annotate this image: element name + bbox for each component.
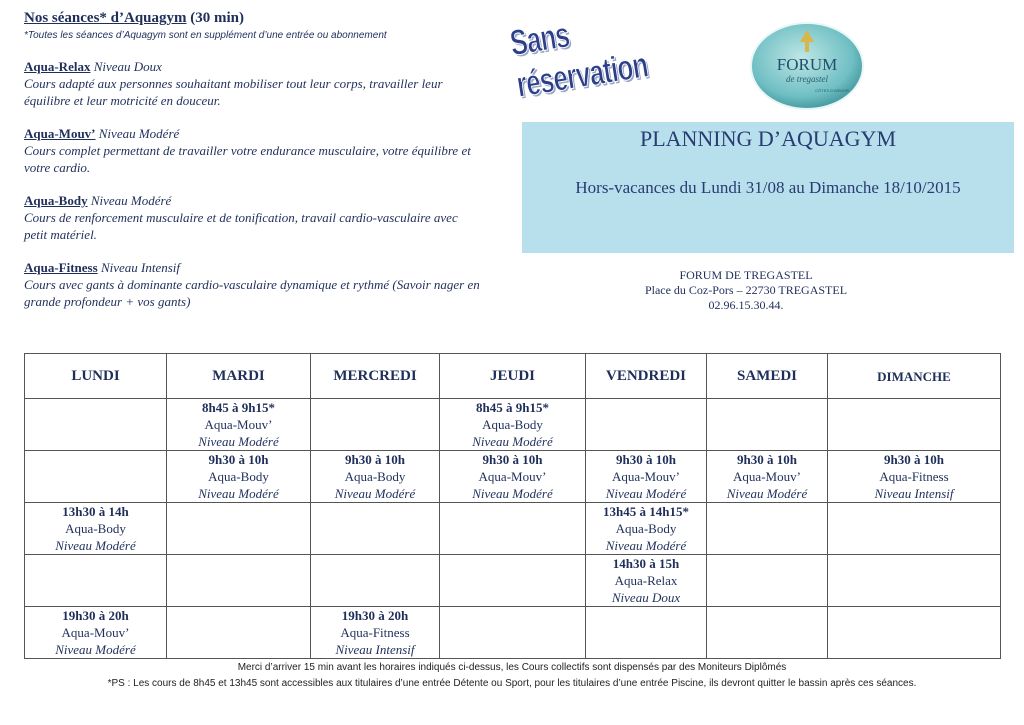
schedule-cell xyxy=(586,607,707,659)
schedule-cell xyxy=(25,555,167,607)
schedule-header-row xyxy=(25,354,1001,399)
schedule-cell xyxy=(311,607,440,659)
schedule-cell xyxy=(586,451,707,503)
session-level: Niveau Modéré xyxy=(198,486,279,501)
session-time: 9h30 à 10h xyxy=(616,452,676,467)
logo-tag: CÔTES D'ARMOR xyxy=(815,88,849,93)
schedule-cell xyxy=(440,555,586,607)
session-level: Niveau Modéré xyxy=(472,434,553,449)
session-time: 19h30 à 20h xyxy=(62,608,129,623)
schedule-cell xyxy=(440,607,586,659)
schedule-cell xyxy=(167,555,311,607)
schedule-cell xyxy=(440,503,586,555)
schedule-row xyxy=(25,399,1001,451)
session-time: 14h30 à 15h xyxy=(612,556,680,571)
address-block xyxy=(560,268,932,313)
session-level: Niveau Intensif xyxy=(335,642,415,657)
session-level: Niveau Modéré xyxy=(472,486,553,501)
class-level: Niveau Modéré xyxy=(87,193,172,208)
page-title xyxy=(24,10,244,27)
schedule-cell xyxy=(167,607,311,659)
session-class: Aqua-Mouv’ xyxy=(204,417,273,432)
session-class: Aqua-Mouv’ xyxy=(61,625,130,640)
schedule-cell xyxy=(311,503,440,555)
session-class: Aqua-Relax xyxy=(614,573,678,588)
schedule-cell xyxy=(707,503,828,555)
session-time: 8h45 à 9h15* xyxy=(476,400,549,415)
session-time: 13h30 à 14h xyxy=(62,504,129,519)
venue-phone: 02.96.15.30.44. xyxy=(708,298,784,312)
session-class: Aqua-Body xyxy=(65,521,126,536)
footer-note: Merci d’arriver 15 min avant les horaires indiqués ci-dessus, les Cours collectifs sont dispensés par des Moniteurs Diplômés xyxy=(237,662,787,673)
class-name: Aqua-Relax xyxy=(24,59,91,74)
class-description-relax xyxy=(24,58,484,109)
session-level: Niveau Modéré xyxy=(605,486,687,501)
schedule-cell xyxy=(828,451,1001,503)
schedule-table xyxy=(24,353,1001,659)
day-header: SAMEDI xyxy=(707,354,828,399)
schedule-cell xyxy=(586,555,707,607)
schedule-cell xyxy=(440,451,586,503)
session-time: 9h30 à 10h xyxy=(482,452,543,467)
schedule-row xyxy=(25,555,1001,607)
session-class: Aqua-Body xyxy=(615,521,677,536)
session-class: Aqua-Body xyxy=(482,417,543,432)
class-description-body xyxy=(24,192,484,243)
schedule-cell xyxy=(828,555,1001,607)
day-header: MARDI xyxy=(167,354,311,399)
schedule-cell xyxy=(311,399,440,451)
day-header: MERCREDI xyxy=(311,354,440,399)
class-name: Aqua-Mouv’ xyxy=(24,126,96,141)
session-class: Aqua-Body xyxy=(208,469,269,484)
session-class: Aqua-Body xyxy=(344,469,406,484)
schedule-cell xyxy=(828,399,1001,451)
schedule-cell xyxy=(167,503,311,555)
class-name: Aqua-Fitness xyxy=(24,260,98,275)
schedule-cell xyxy=(440,399,586,451)
schedule-cell xyxy=(311,555,440,607)
forum-logo xyxy=(748,20,866,112)
schedule-cell xyxy=(707,451,828,503)
logo-name: FORUM xyxy=(776,55,838,74)
session-level: Niveau Modéré xyxy=(55,538,136,553)
class-desc: Cours de renforcement musculaire et de tonification, travail cardio-vasculaire avec petit matériel. xyxy=(24,210,458,242)
session-level: Niveau Modéré xyxy=(198,434,279,449)
day-header: DIMANCHE xyxy=(828,354,1001,399)
session-level: Niveau Doux xyxy=(611,590,681,605)
day-header: VENDREDI xyxy=(586,354,707,399)
class-level: Niveau Intensif xyxy=(97,260,181,275)
planning-period: Hors-vacances du Lundi 31/08 au Dimanche 18/10/2015 xyxy=(575,178,961,197)
session-level: Niveau Modéré xyxy=(605,538,687,553)
class-desc: Cours adapté aux personnes souhaitant mobiliser tout leur corps, travailler leur équilibre et leur motricité en douceur. xyxy=(24,76,443,108)
schedule-cell xyxy=(707,399,828,451)
session-time: 9h30 à 10h xyxy=(884,452,944,467)
session-time: 19h30 à 20h xyxy=(341,608,409,623)
session-time: 9h30 à 10h xyxy=(345,452,405,467)
schedule-cell xyxy=(828,503,1001,555)
session-time: 9h30 à 10h xyxy=(737,452,797,467)
session-time: 9h30 à 10h xyxy=(208,452,269,467)
schedule-cell xyxy=(828,607,1001,659)
schedule-cell xyxy=(167,399,311,451)
schedule-cell xyxy=(311,451,440,503)
schedule-cell xyxy=(586,503,707,555)
schedule-cell xyxy=(707,555,828,607)
schedule-body xyxy=(25,399,1001,659)
session-class: Aqua-Mouv’ xyxy=(478,469,547,484)
class-desc: Cours avec gants à dominante cardio-vasculaire dynamique et rythmé (Savoir nager en grande profondeur + vos gants) xyxy=(24,277,480,309)
schedule-cell xyxy=(25,451,167,503)
class-level: Niveau Doux xyxy=(90,59,162,74)
class-level: Niveau Modéré xyxy=(95,126,180,141)
session-level: Niveau Modéré xyxy=(334,486,416,501)
schedule-cell xyxy=(25,607,167,659)
schedule-cell xyxy=(25,503,167,555)
schedule-cell xyxy=(586,399,707,451)
class-description-fitness xyxy=(24,259,484,310)
class-description-mouv xyxy=(24,125,484,176)
schedule-cell xyxy=(25,399,167,451)
planning-banner xyxy=(522,122,1014,253)
schedule-cell xyxy=(707,607,828,659)
day-header: JEUDI xyxy=(440,354,586,399)
schedule-cell xyxy=(167,451,311,503)
session-time: 13h45 à 14h15* xyxy=(603,504,689,519)
planning-title: PLANNING D’AQUAGYM xyxy=(639,126,897,151)
class-desc: Cours complet permettant de travailler votre endurance musculaire, votre équilibre et votre cardio. xyxy=(24,143,471,175)
no-reservation-stamp: Sans réservation xyxy=(507,13,651,105)
title-duration: (30 min) xyxy=(186,10,245,26)
footer-ps: *PS : Les cours de 8h45 et 13h45 sont accessibles aux titulaires d’une entrée Détente ou Sport, pour les titulaires d’une entrée Piscine, ils devront quitter le bassin après ces séances. xyxy=(107,678,917,689)
title-main: Nos séances* d’Aquagym xyxy=(24,10,187,26)
session-class: Aqua-Fitness xyxy=(340,625,410,640)
supplement-note: *Toutes les séances d’Aquagym sont en supplément d’une entrée ou abonnement xyxy=(24,30,387,41)
session-level: Niveau Modéré xyxy=(55,642,136,657)
session-time: 8h45 à 9h15* xyxy=(202,400,275,415)
venue-street: Place du Coz-Pors – 22730 TREGASTEL xyxy=(644,283,848,297)
session-class: Aqua-Mouv’ xyxy=(733,469,801,484)
class-name: Aqua-Body xyxy=(24,193,88,208)
logo-graphic xyxy=(748,20,866,112)
logo-sub: de tregastel xyxy=(786,74,828,84)
session-class: Aqua-Fitness xyxy=(879,469,949,484)
schedule-row xyxy=(25,503,1001,555)
day-header: LUNDI xyxy=(25,354,167,399)
schedule-row xyxy=(25,607,1001,659)
session-class: Aqua-Mouv’ xyxy=(612,469,680,484)
session-level: Niveau Intensif xyxy=(874,486,954,501)
schedule-row xyxy=(25,451,1001,503)
venue-name: FORUM DE TREGASTEL xyxy=(679,268,813,282)
session-level: Niveau Modéré xyxy=(726,486,808,501)
